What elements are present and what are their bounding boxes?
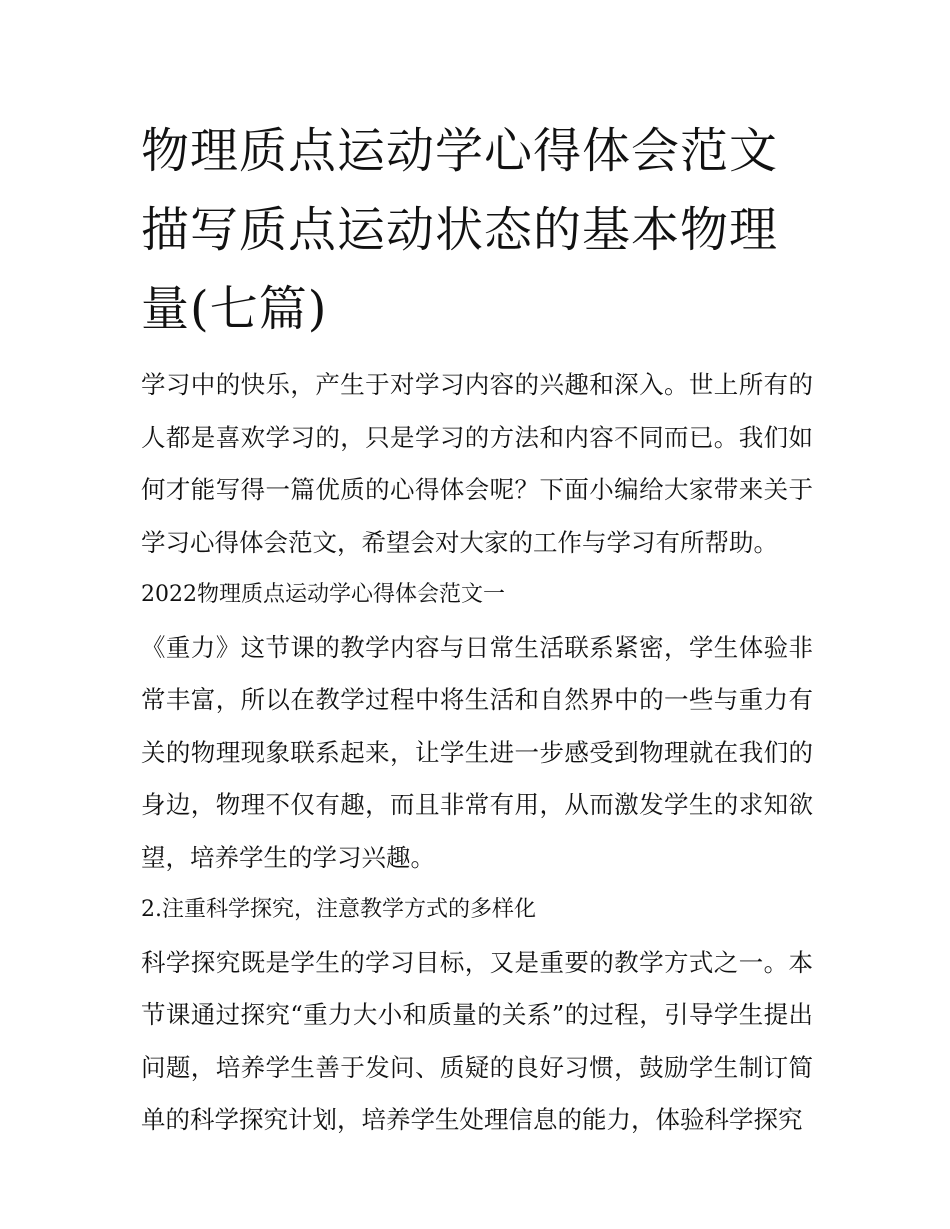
section-heading-2: 2.注重科学探究，注意教学方式的多样化 — [141, 897, 536, 922]
section-heading-1: 2022物理质点运动学心得体会范文一 — [141, 582, 505, 607]
section-paragraph-1: 《重力》这节课的教学内容与日常生活联系紧密，学生体验非常丰富，所以在教学过程中将生活和自然界中的一些与重力有关的物理现象联系起来，让学生进一步感受到物理就在我们的身边，物理不仅有趣，而且非常有用，从而激发学生的求知欲望，培养学生的学习兴趣。 — [141, 632, 813, 872]
document-page — [141, 112, 813, 1147]
intro-paragraph: 学习中的快乐，产生于对学习内容的兴趣和深入。世上所有的人都是喜欢学习的，只是学习的方法和内容不同而已。我们如何才能写得一篇优质的心得体会呢？下面小编给大家带来关于学习心得体会范文，希望会对大家的工作与学习有所帮助。 — [141, 370, 813, 557]
section-paragraph-2: 科学探究既是学生的学习目标，又是重要的教学方式之一。本节课通过探究“重力大小和质量的关系”的过程，引导学生提出问题，培养学生善于发问、质疑的良好习惯，鼓励学生制订简单的科学探究计划，培养学生处理信息的能力，体验科学探究 — [141, 947, 813, 1134]
document-title: 物理质点运动学心得体会范文描写质点运动状态的基本物理量(七篇) — [141, 123, 779, 337]
